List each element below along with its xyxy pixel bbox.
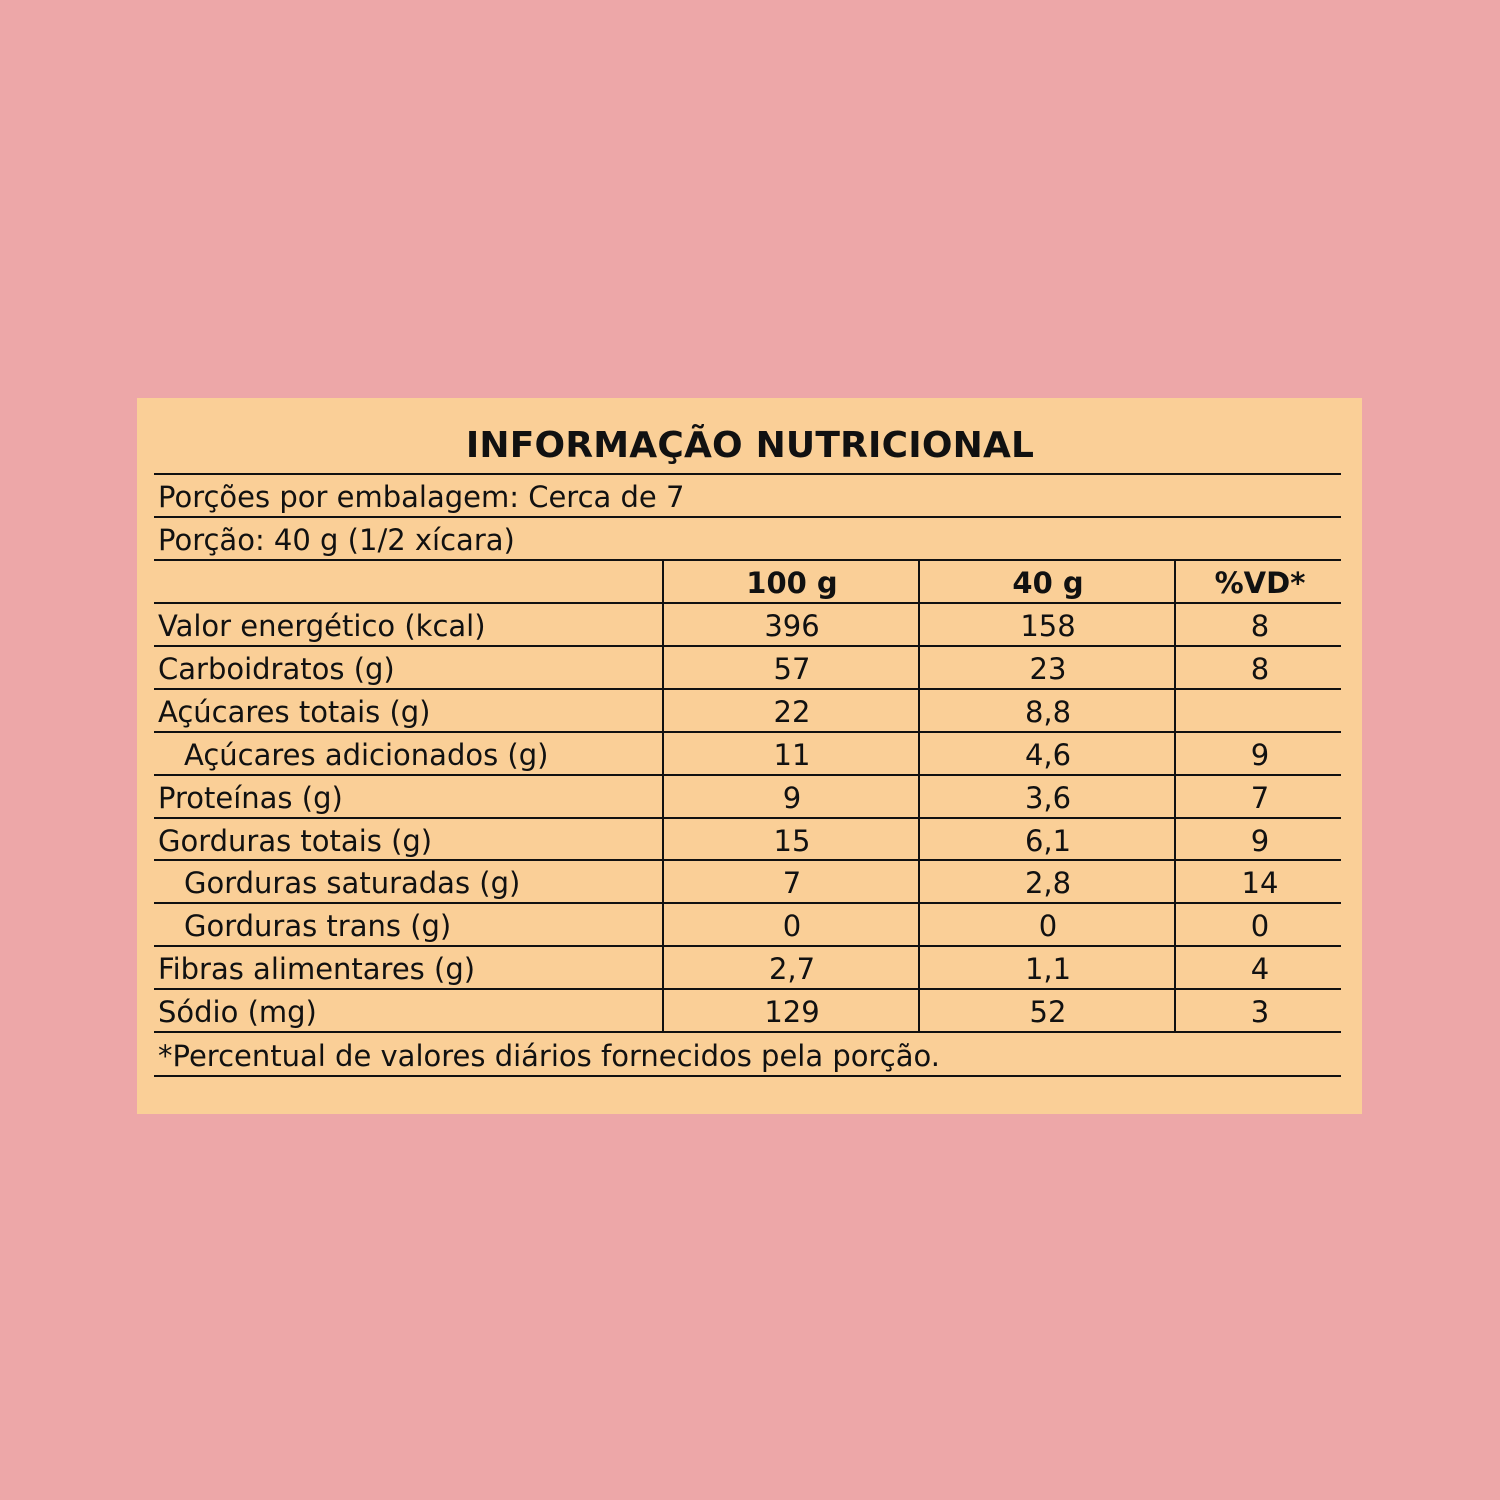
value-per-100g: 15 bbox=[773, 824, 811, 858]
value-per-100g: 57 bbox=[773, 652, 811, 686]
value-per-100g: 11 bbox=[773, 738, 811, 772]
divider-under-servings bbox=[154, 516, 1341, 518]
value-per-serving: 8,8 bbox=[1024, 695, 1072, 729]
value-per-100g: 396 bbox=[764, 609, 820, 643]
value-per-100g: 2,7 bbox=[768, 952, 816, 986]
row-divider bbox=[154, 1031, 1341, 1033]
nutrient-name: Açúcares totais (g) bbox=[158, 695, 431, 729]
row-divider bbox=[154, 731, 1341, 733]
value-per-serving: 4,6 bbox=[1024, 738, 1072, 772]
column-header-40g: 40 g bbox=[1012, 566, 1084, 600]
nutrient-name: Proteínas (g) bbox=[158, 781, 343, 815]
value-percent-dv: 8 bbox=[1250, 609, 1270, 643]
nutrient-name: Gorduras saturadas (g) bbox=[184, 866, 521, 900]
value-per-serving: 52 bbox=[1029, 995, 1067, 1029]
divider-under-serving-size bbox=[154, 559, 1341, 561]
value-per-100g: 0 bbox=[782, 909, 802, 943]
value-percent-dv: 14 bbox=[1241, 866, 1279, 900]
serving-size: Porção: 40 g (1/2 xícara) bbox=[158, 523, 515, 557]
label-title: INFORMAÇÃO NUTRICIONAL bbox=[465, 425, 1035, 466]
row-divider bbox=[154, 817, 1341, 819]
nutrient-name: Gorduras trans (g) bbox=[184, 909, 452, 943]
nutrient-name: Fibras alimentares (g) bbox=[158, 952, 476, 986]
value-per-serving: 23 bbox=[1029, 652, 1067, 686]
row-divider bbox=[154, 688, 1341, 690]
value-per-100g: 9 bbox=[782, 781, 802, 815]
value-per-serving: 3,6 bbox=[1024, 781, 1072, 815]
divider-under-footnote bbox=[154, 1075, 1341, 1077]
row-divider bbox=[154, 988, 1341, 990]
value-percent-dv: 4 bbox=[1250, 952, 1270, 986]
column-divider-1 bbox=[662, 561, 664, 1032]
row-divider bbox=[154, 945, 1341, 947]
value-per-serving: 1,1 bbox=[1024, 952, 1072, 986]
value-percent-dv: 8 bbox=[1250, 652, 1270, 686]
value-percent-dv: 9 bbox=[1250, 738, 1270, 772]
nutrient-name: Sódio (mg) bbox=[158, 995, 317, 1029]
value-per-100g: 129 bbox=[764, 995, 820, 1029]
nutrient-name: Gorduras totais (g) bbox=[158, 824, 433, 858]
row-divider bbox=[154, 859, 1341, 861]
value-percent-dv: 7 bbox=[1250, 781, 1270, 815]
value-per-100g: 7 bbox=[782, 866, 802, 900]
servings-per-package: Porções por embalagem: Cerca de 7 bbox=[158, 480, 685, 514]
divider-under-column-headers bbox=[154, 602, 1341, 604]
value-percent-dv: 9 bbox=[1250, 824, 1270, 858]
value-per-serving: 6,1 bbox=[1024, 824, 1072, 858]
value-per-serving: 158 bbox=[1020, 609, 1076, 643]
value-per-serving: 0 bbox=[1038, 909, 1058, 943]
nutrient-name: Açúcares adicionados (g) bbox=[184, 738, 549, 772]
column-header-100g: 100 g bbox=[746, 566, 838, 600]
divider-under-title bbox=[154, 473, 1341, 475]
row-divider bbox=[154, 774, 1341, 776]
row-divider bbox=[154, 645, 1341, 647]
column-header-vd: %VD* bbox=[1214, 566, 1306, 600]
value-per-serving: 2,8 bbox=[1024, 866, 1072, 900]
row-divider bbox=[154, 902, 1341, 904]
nutrient-name: Valor energético (kcal) bbox=[158, 609, 486, 643]
value-percent-dv: 0 bbox=[1250, 909, 1270, 943]
footnote: *Percentual de valores diários fornecidos pela porção. bbox=[158, 1039, 940, 1073]
value-percent-dv: 3 bbox=[1250, 995, 1270, 1029]
value-per-100g: 22 bbox=[773, 695, 811, 729]
nutrient-name: Carboidratos (g) bbox=[158, 652, 395, 686]
